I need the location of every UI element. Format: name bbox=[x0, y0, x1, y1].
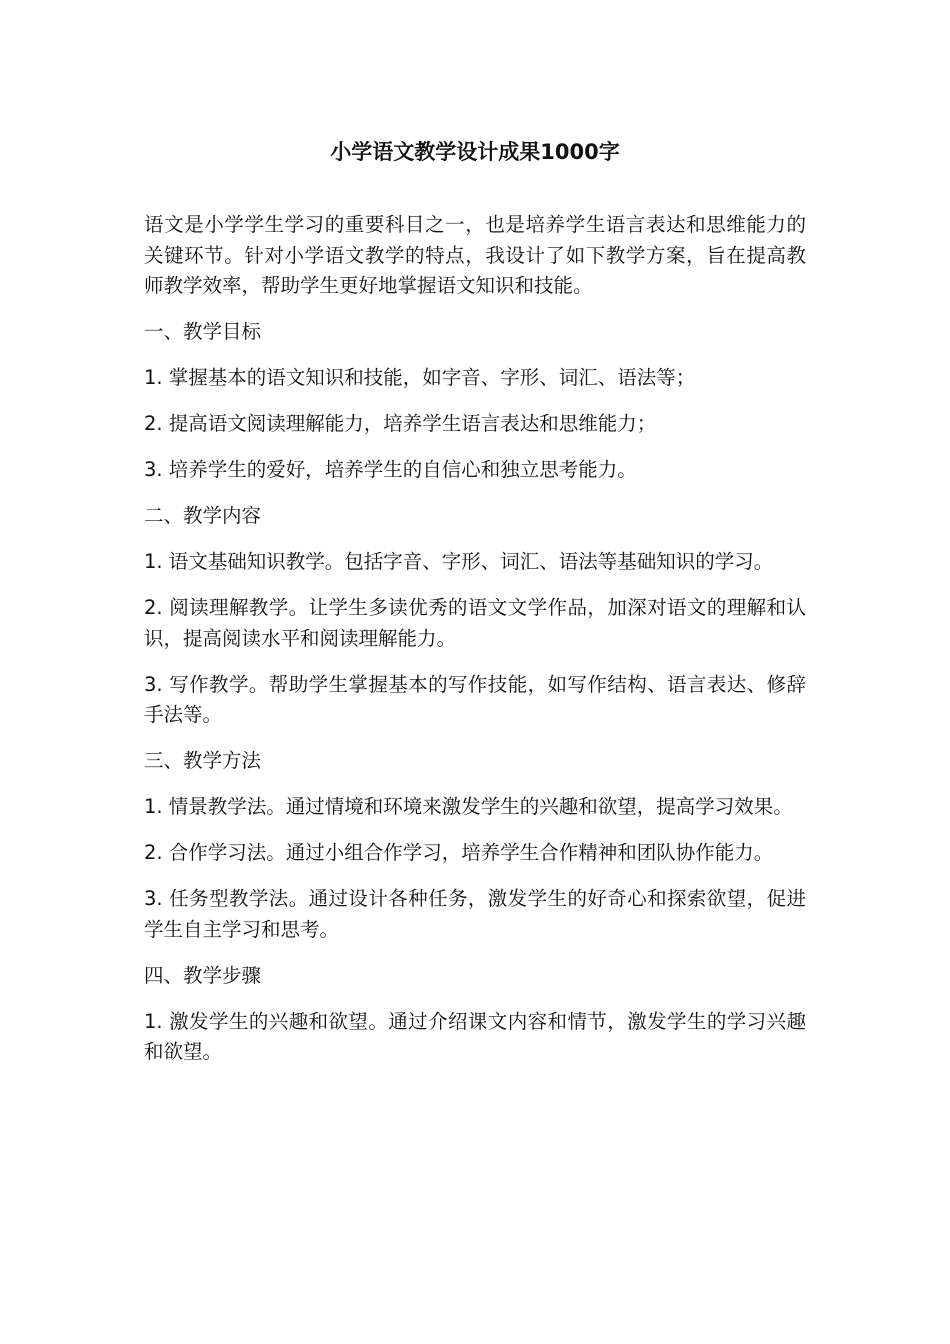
list-item: 1. 激发学生的兴趣和欲望。通过介绍课文内容和情节，激发学生的学习兴趣和欲望。 bbox=[144, 1009, 806, 1063]
list-item: 2. 提高语文阅读理解能力，培养学生语言表达和思维能力； bbox=[144, 412, 657, 435]
list-item: 2. 阅读理解教学。让学生多读优秀的语文文学作品，加深对语文的理解和认识，提高阅读水平和阅读理解能力。 bbox=[144, 596, 806, 650]
section-heading-goals: 一、教学目标 bbox=[144, 320, 262, 343]
document-title: 小学语文教学设计成果1000字 bbox=[330, 140, 620, 164]
list-item: 3. 任务型教学法。通过设计各种任务，激发学生的好奇心和探索欲望，促进学生自主学习和思考。 bbox=[144, 887, 806, 941]
list-item: 1. 情景教学法。通过情境和环境来激发学生的兴趣和欲望，提高学习效果。 bbox=[144, 795, 793, 818]
list-item: 3. 培养学生的爱好，培养学生的自信心和独立思考能力。 bbox=[144, 458, 637, 481]
section-heading-steps: 四、教学步骤 bbox=[144, 963, 262, 987]
list-item: 2. 合作学习法。通过小组合作学习，培养学生合作精神和团队协作能力。 bbox=[144, 841, 774, 864]
document-body bbox=[144, 210, 806, 1083]
intro-paragraph: 语文是小学学生学习的重要科目之一，也是培养学生语言表达和思维能力的关键环节。针对小学语文教学的特点，我设计了如下教学方案，旨在提高教师教学效率，帮助学生更好地掌握语文知识和技能。 bbox=[144, 213, 806, 297]
list-item: 1. 掌握基本的语文知识和技能，如字音、字形、词汇、语法等； bbox=[144, 366, 696, 389]
list-item: 1. 语文基础知识教学。包括字音、字形、词汇、语法等基础知识的学习。 bbox=[144, 550, 774, 573]
section-heading-methods: 三、教学方法 bbox=[144, 749, 262, 772]
list-item: 3. 写作教学。帮助学生掌握基本的写作技能，如写作结构、语言表达、修辞手法等。 bbox=[144, 672, 806, 726]
section-heading-content: 二、教学内容 bbox=[144, 504, 262, 527]
